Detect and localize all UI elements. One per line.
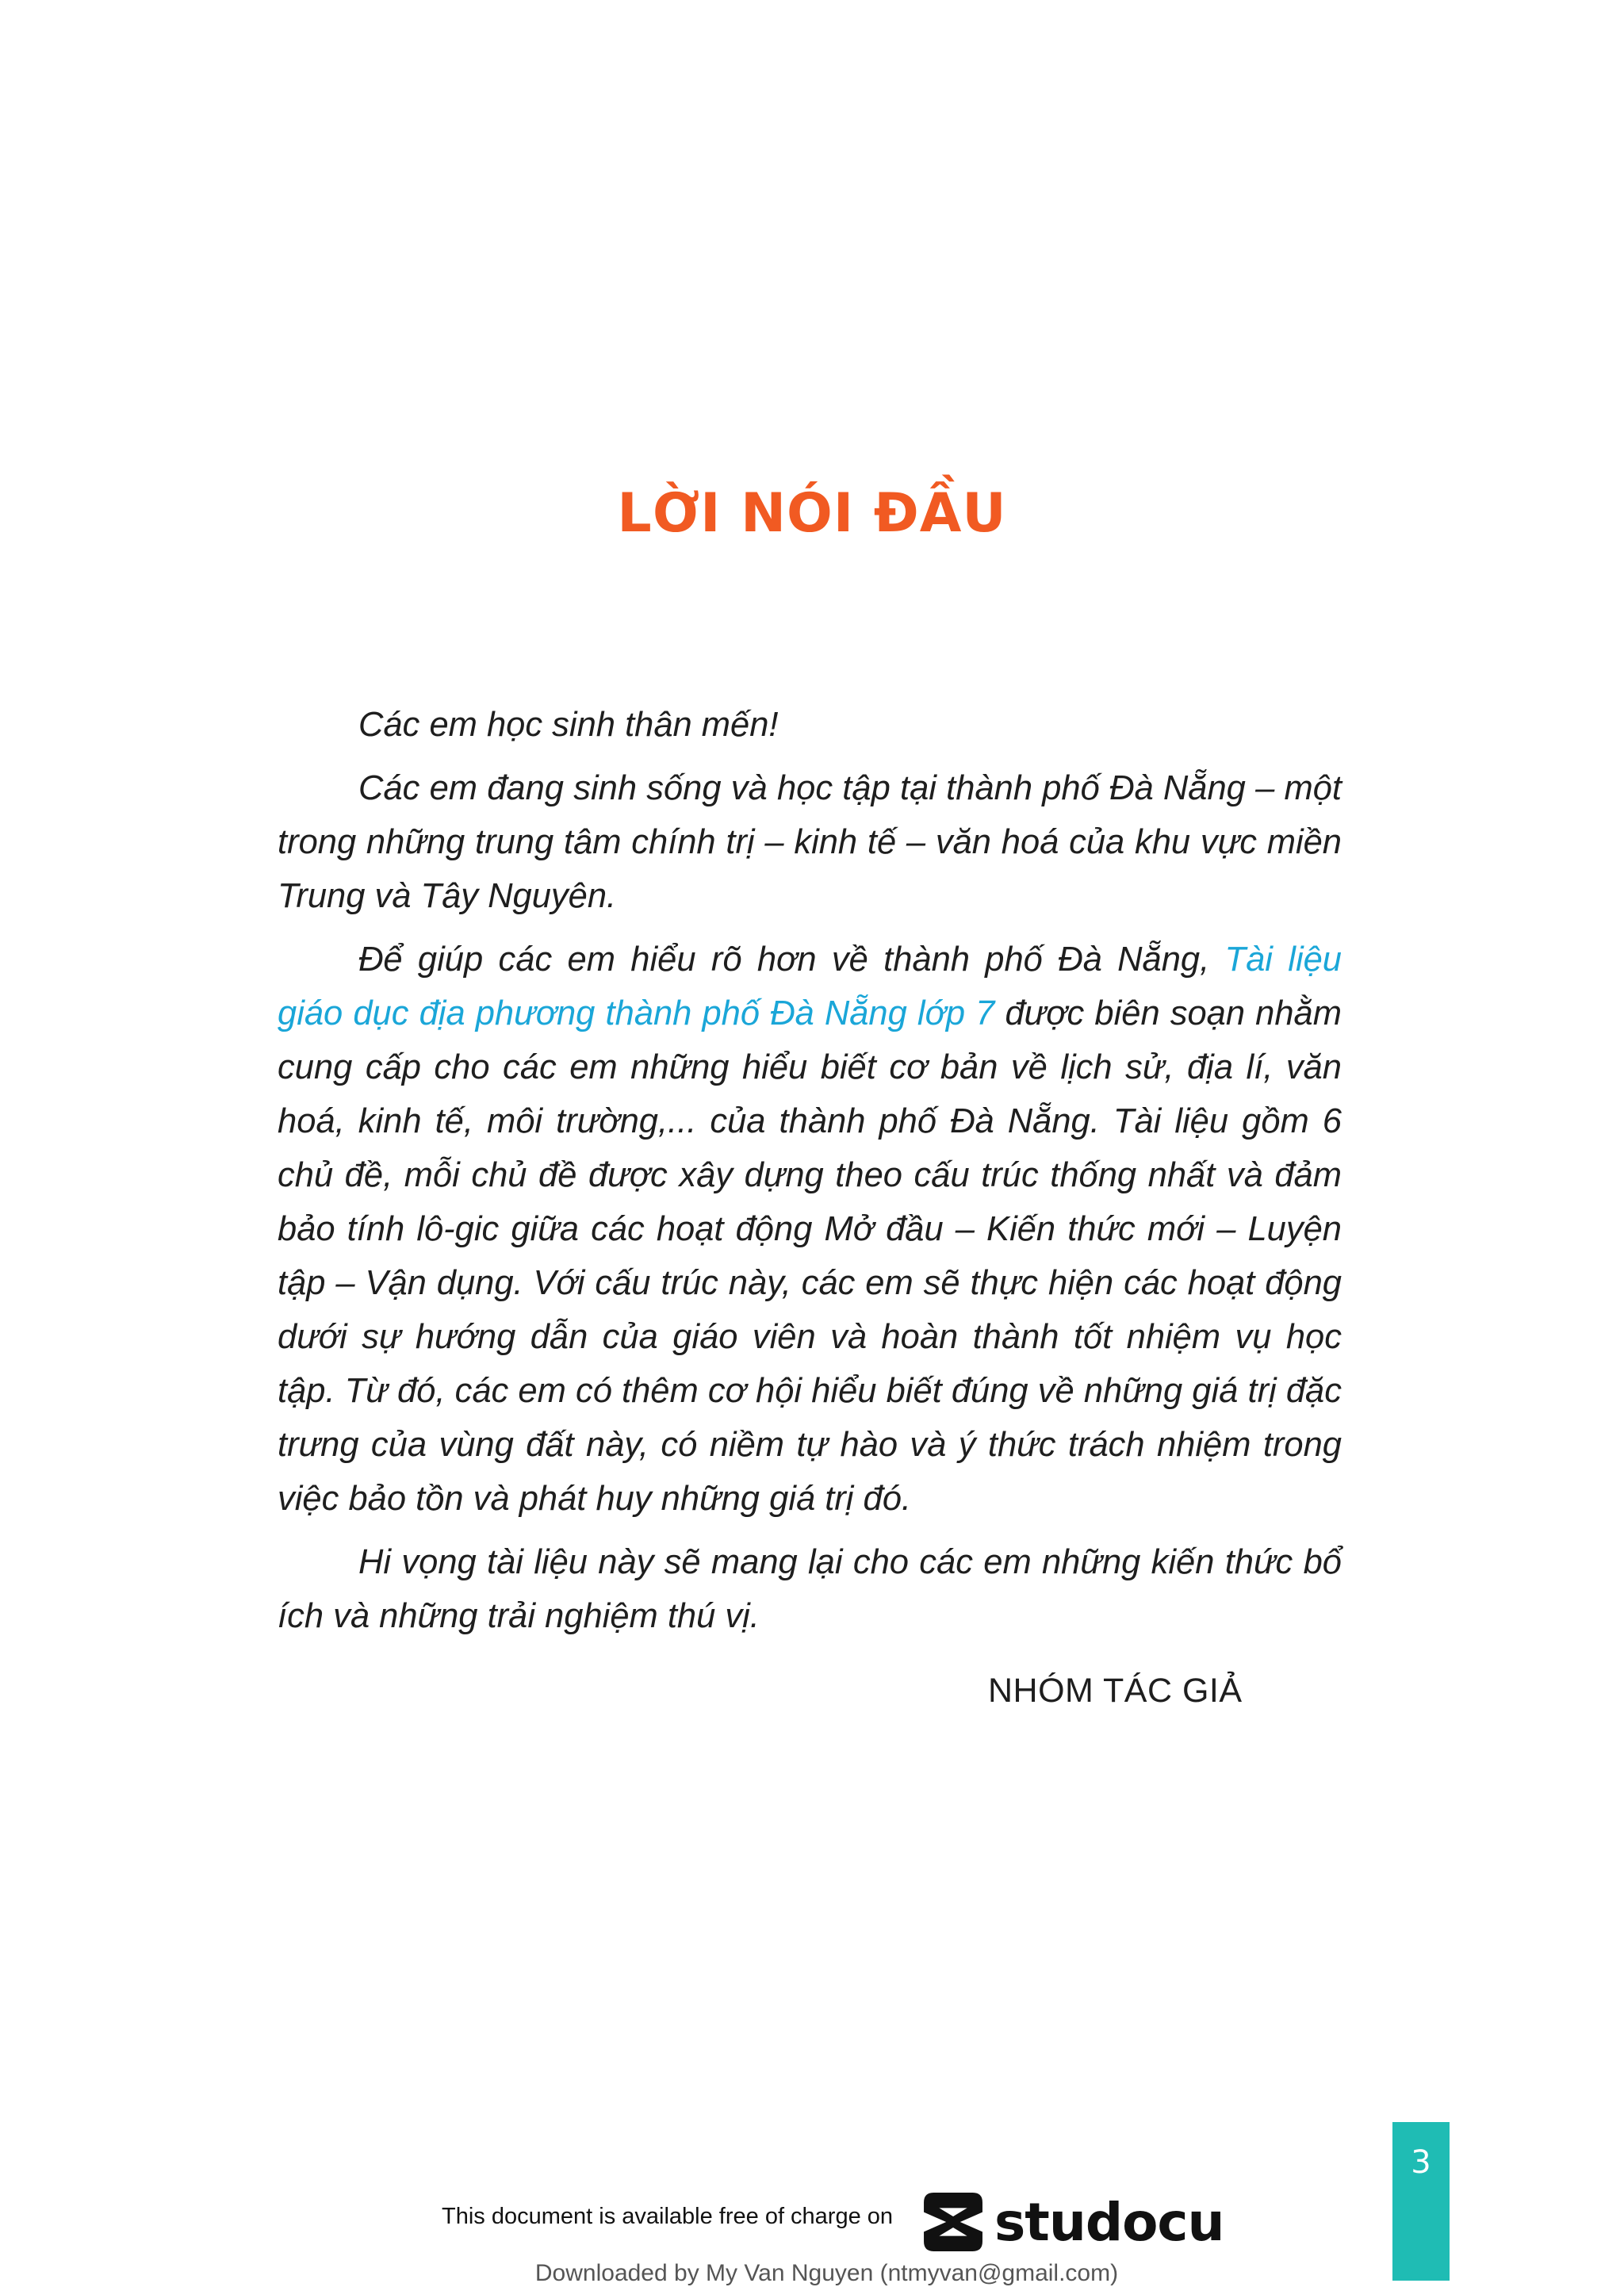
intro-paragraph: Các em đang sinh sống và học tập tại thành phố Đà Nẵng – một trong những trung tâm chính trị – kinh tế – văn hoá của khu vực miền Trung và Tây Nguyên. (278, 769, 1342, 915)
page-title: LỜI NÓI ĐẦU (617, 482, 1007, 545)
availability-note: This document is available free of charge on (442, 2204, 894, 2229)
purpose-paragraph (278, 933, 1342, 1526)
closing-paragraph: Hi vọng tài liệu này sẽ mang lại cho các em những kiến thức bổ ích và những trải nghiệm thú vị. (278, 1543, 1342, 1635)
studocu-wordmark: studocu (994, 2191, 1224, 2253)
preface-body (278, 698, 1342, 1653)
studocu-mark-icon (918, 2187, 988, 2257)
download-attribution: Downloaded by My Van Nguyen (ntmyvan@gmail.com) (534, 2260, 1119, 2286)
document-title-link[interactable]: Tài liệu giáo dục địa phương thành phố Đà Nẵng lớp 7 (278, 940, 1342, 1032)
author-signature: NHÓM TÁC GIẢ (988, 1672, 1243, 1710)
purpose-text-end: được biên soạn nhằm cung cấp cho các em những hiểu biết cơ bản về lịch sử, địa lí, văn hoá, kinh tế, môi trường,... của thành phố Đà Nẵng. Tài liệu gồm 6 chủ đề, mỗi chủ đề được xây dựng theo cấu trúc thống nhất và đảm bảo tính lô-gic giữa các hoạt động Mở đầu – Kiến thức mới – Luyện tập – Vận dụng. Với cấu trúc này, các em sẽ thực hiện các hoạt động dưới sự hướng dẫn của giáo viên và hoàn thành tốt nhiệm vụ học tập. Từ đó, các em có thêm cơ hội hiểu biết đúng về những giá trị đặc trưng của vùng đất này, có niềm tự hào và ý thức trách nhiệm trong việc bảo tồn và phát huy những giá trị đó. (278, 994, 1342, 1518)
greeting-paragraph: Các em học sinh thân mến! (358, 706, 779, 744)
page-number: 3 (1411, 2144, 1431, 2181)
page-number-tab (1392, 2122, 1450, 2281)
studocu-logo[interactable] (918, 2185, 1224, 2258)
purpose-text-start: Để giúp các em hiểu rõ hơn về thành phố Đà Nẵng, (358, 940, 1210, 979)
